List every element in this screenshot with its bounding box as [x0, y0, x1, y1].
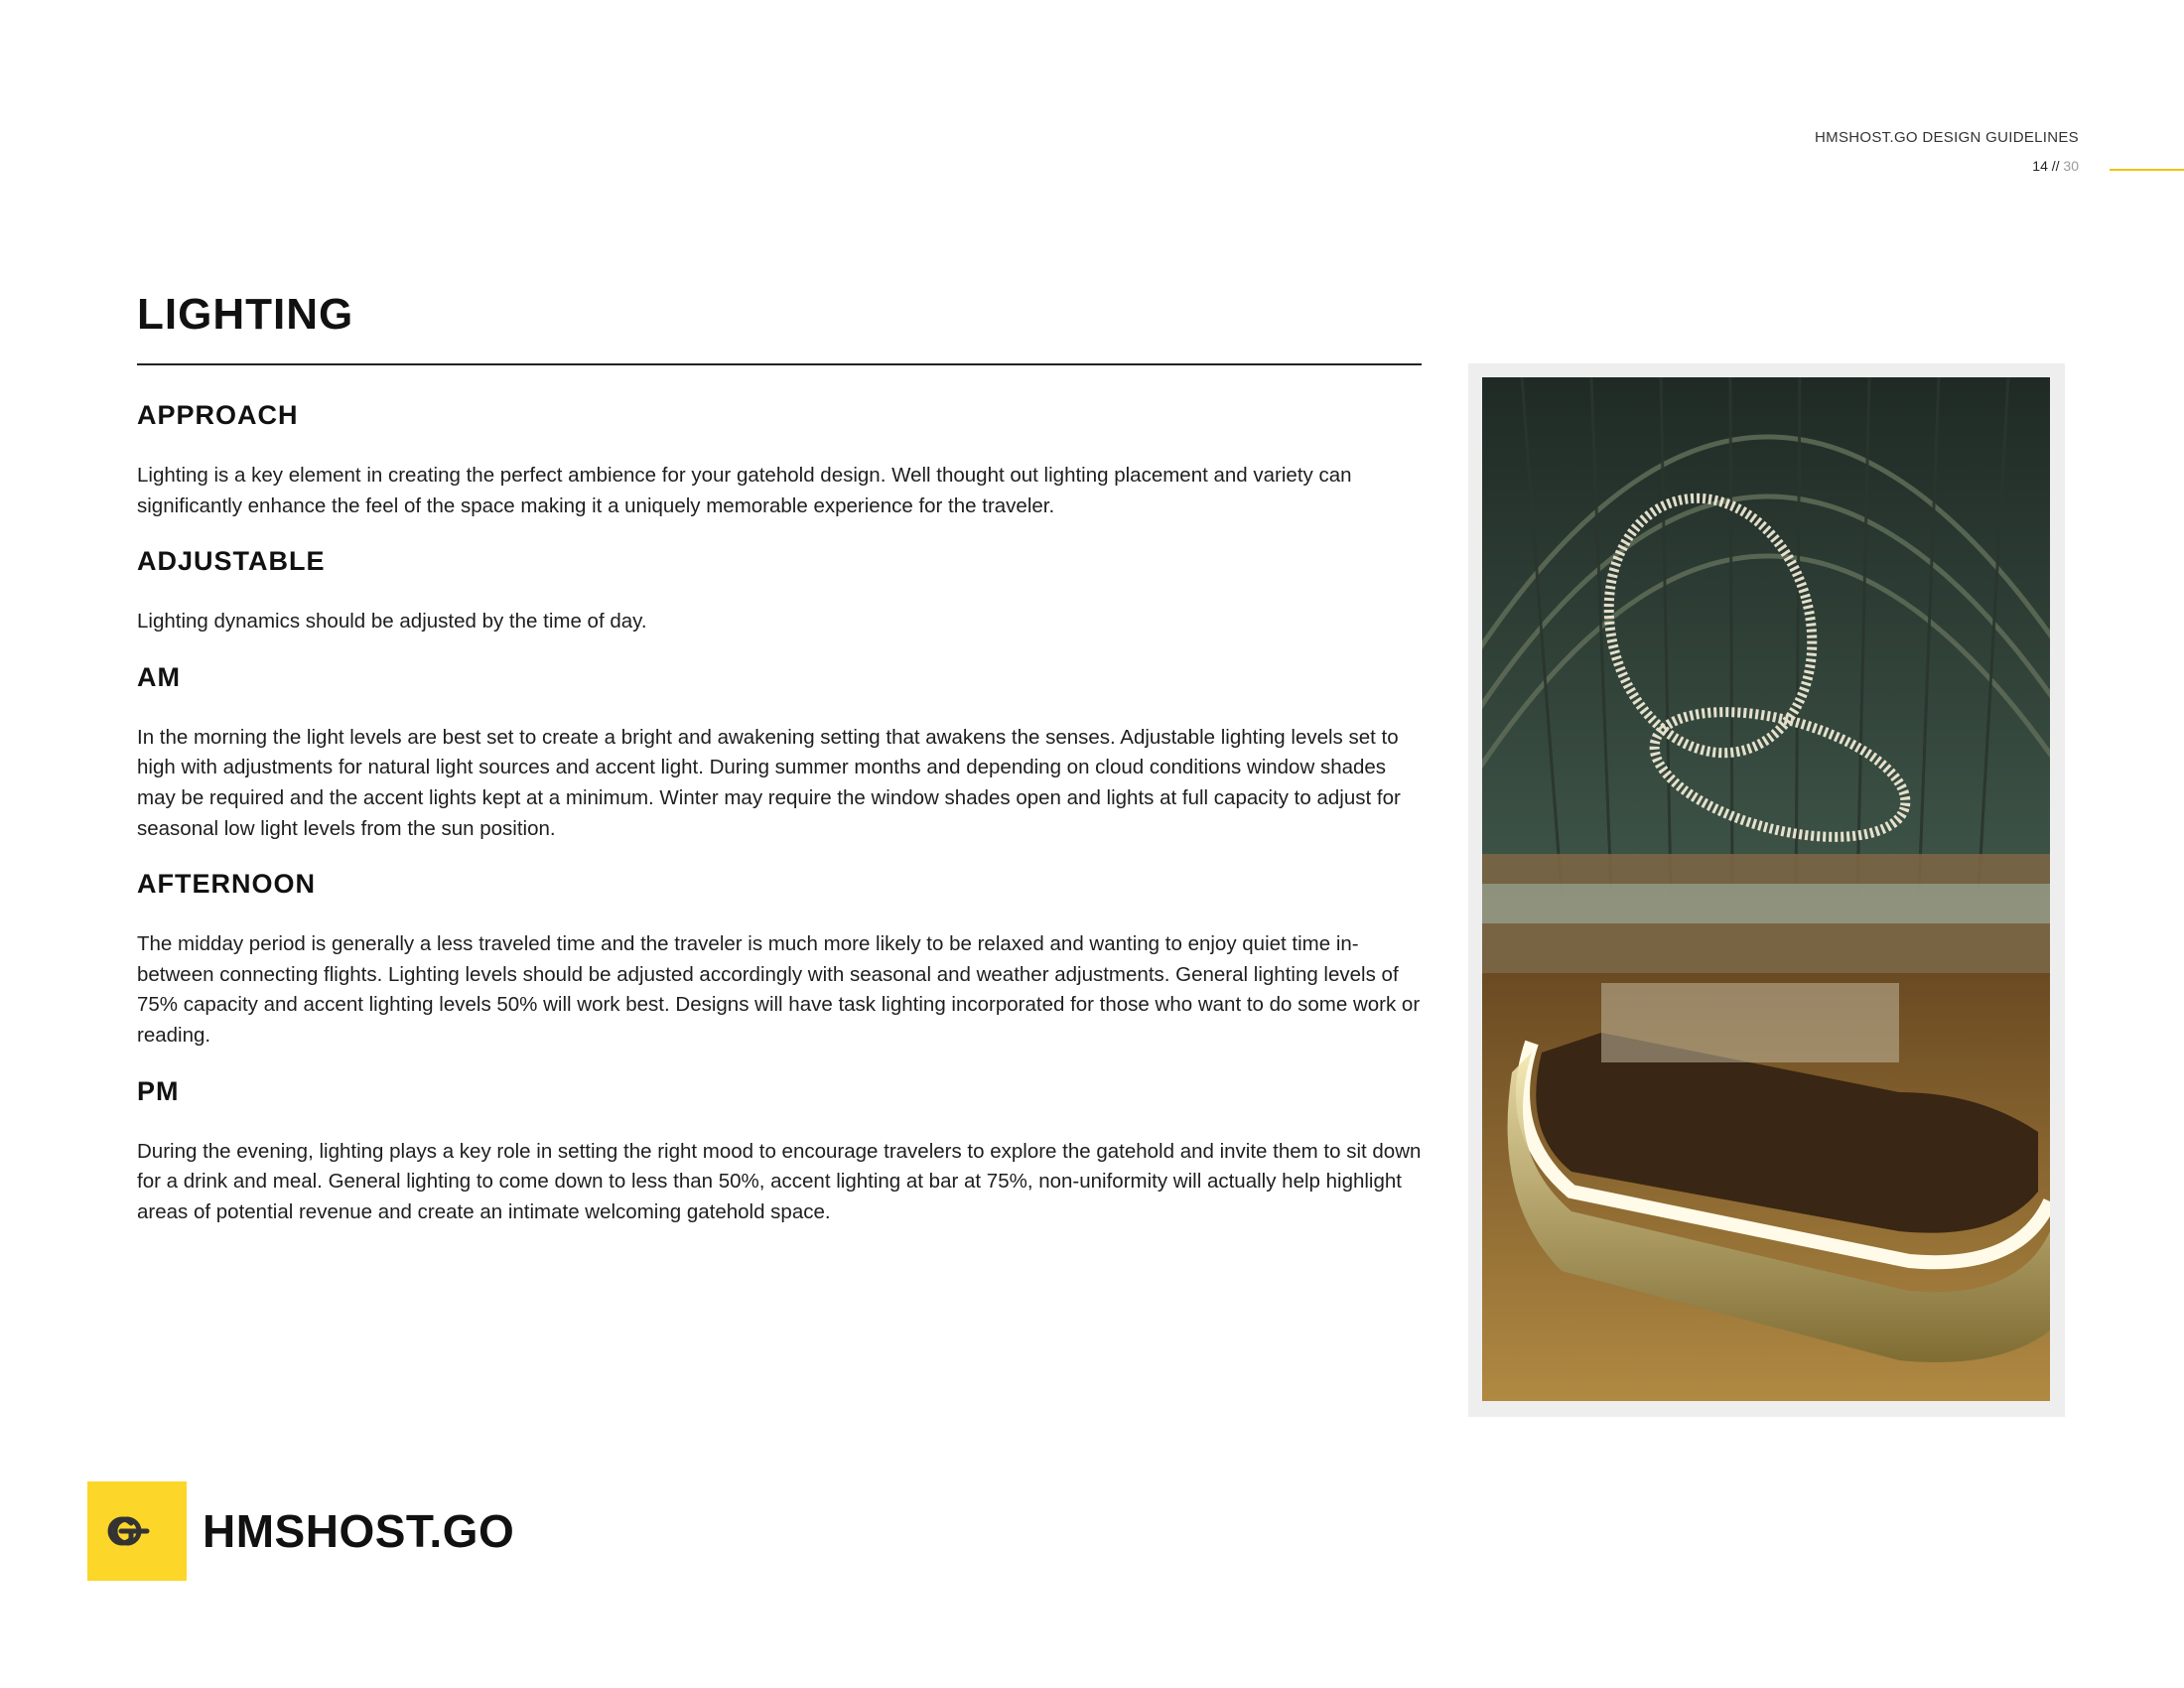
title-divider — [137, 363, 1422, 365]
go-link-icon — [101, 1511, 173, 1551]
section-am — [137, 659, 1428, 844]
page-current: 14 — [2032, 158, 2048, 174]
photo-frame — [1468, 363, 2065, 1417]
section-body: The midday period is generally a less traveled time and the traveler is much more likely to be relaxed and wanting to enjoy quiet time in-between connecting flights. Lighting levels should be adjusted accordingly with seasonal and weather adjustments. General lighting levels of 75% capacity and accent lighting levels 50% will work best. Designs will have task lighting incorporated for those who want to do some work or reading. — [137, 932, 1421, 1047]
logo-wordmark: HMSHOST.GO — [203, 1505, 515, 1557]
section-adjustable — [137, 543, 1428, 637]
page-separator: // — [2047, 158, 2064, 174]
section-body: During the evening, lighting plays a key role in setting the right mood to encourage travelers to explore the gatehold and invite them to sit down for a drink and meal. General lighting to come down to less than 50%, accent lighting at bar at 75%, non-uniformity will actually help highlight areas of potential revenue and create an intimate welcoming gatehold space. — [137, 1139, 1422, 1223]
page-title: LIGHTING — [137, 290, 354, 339]
photo-illustration — [1482, 377, 2050, 1401]
section-body: Lighting is a key element in creating the perfect ambience for your gatehold design. Well thought out lighting placement and variety can significantly enhance the feel of the space making it a uniquely memorable experience for the traveler. — [137, 464, 1352, 517]
logo-badge — [87, 1481, 187, 1581]
section-body: In the morning the light levels are best set to create a bright and awakening setting that awakens the senses. Adjustable lighting levels set to high with adjustments for natural light sources and accent light. During summer months and depending on cloud conditions window shades may be required and the accent lights kept at a minimum. Winter may require the window shades open and lights at full capacity to adjust for seasonal low light levels from the sun position. — [137, 725, 1401, 840]
accent-line — [2110, 169, 2184, 171]
section-title: PM — [137, 1075, 180, 1106]
section-afternoon — [137, 866, 1428, 1051]
section-title: AM — [137, 661, 181, 692]
page-number — [1815, 158, 2079, 174]
section-pm — [137, 1073, 1428, 1228]
restaurant-lighting-photo — [1482, 377, 2050, 1401]
document-header — [1815, 129, 2079, 174]
content-column — [137, 397, 1428, 1227]
section-body: Lighting dynamics should be adjusted by the time of day. — [137, 610, 647, 633]
section-title: APPROACH — [137, 400, 299, 430]
section-title: ADJUSTABLE — [137, 546, 326, 577]
section-title: AFTERNOON — [137, 869, 316, 900]
page-total: 30 — [2063, 158, 2079, 174]
document-title: HMSHOST.GO DESIGN GUIDELINES — [1815, 129, 2079, 146]
section-approach — [137, 397, 1428, 521]
hmshost-logo — [87, 1481, 514, 1581]
